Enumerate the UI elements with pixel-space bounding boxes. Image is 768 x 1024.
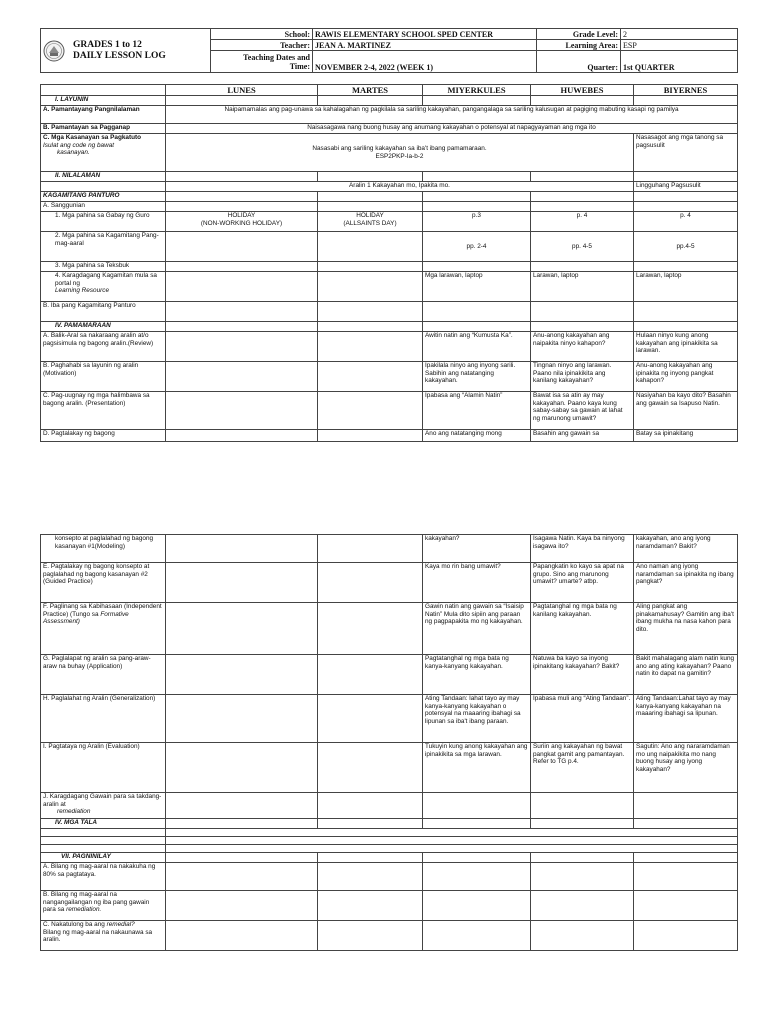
dates-value: NOVEMBER 2-4, 2022 (WEEK 1) xyxy=(313,51,537,73)
pagtataya-miyerkules: Tukuyin kung anong kakayahan ang ipinakikita sa mga larawan. xyxy=(423,743,531,793)
title-block xyxy=(41,29,211,73)
section-layunin: I. LAYUNIN xyxy=(41,96,166,106)
pagtalakay1-huwebes: Basahin ang gawain sa xyxy=(531,430,634,442)
karag-huwebes: Larawan, laptop xyxy=(531,272,634,302)
label-paghahabi: B. Paghahabi sa layunin ng aralin (Motivation) xyxy=(41,362,166,392)
label-nakatulong: C. Nakatulong ba ang remedial? Bilang ng mag-aaral na nakaunawa sa aralin. xyxy=(41,921,166,951)
balik-huwebes: Anu-anong kakayahan ang naipakita ninyo kahapon? xyxy=(531,332,634,362)
nilalaman-biyernes: Lingguhang Pagsusulit xyxy=(634,182,738,192)
label-paglinang: F. Paglinang sa Kabihasaan (Independent Practice) (Tungo sa Formative Assessment) xyxy=(41,603,166,655)
pag-uugnay-biyernes: Nasiyahan ba kayo dito? Basahin ang gawain sa Isapuso Natin. xyxy=(634,392,738,430)
paglinang-biyernes: Aling pangkat ang pinakamahusay? Gamitin ang iba't ibang mukha na nasa kahon para dito. xyxy=(634,603,738,655)
teacher-value: JEAN A. MARTINEZ xyxy=(313,40,537,51)
pagtataya-biyernes: Sagutin: Ano ang nararamdaman mo ung naipakikita mo nang buong husay ang iyong kakayahan? xyxy=(634,743,738,793)
label-teksbuk: 3. Mga pahina sa Teksbuk xyxy=(41,262,166,272)
label-karagdagang-kagamitan: 4. Karagdagang Kagamitan mula sa portal ng Learning Resource xyxy=(41,272,166,302)
gabay-miyerkules: p.3 xyxy=(423,212,531,232)
kag-miyerkules: pp. 2-4 xyxy=(423,232,531,262)
paglalapat-huwebes: Natuwa ba kayo sa inyong ipinakitang kakayahan? Bakit? xyxy=(531,655,634,695)
label-iba-pang-kagamitan: B. Iba pang Kagamitang Panturo xyxy=(41,302,166,322)
label-bilang-80: A. Bilang ng mag-aaral na nakakuha ng 80% sa pagtataya. xyxy=(41,863,166,891)
label-pamantayang-pangnilalaman: A. Pamantayang Pangnilalaman xyxy=(41,106,166,124)
gabay-huwebes: p. 4 xyxy=(531,212,634,232)
kasanayan-text: Nasasabi ang sariling kakayahan sa iba't ibang pamamaraan. ESP2PKP-Ia-b-2 xyxy=(166,134,634,172)
label-pagtalakay-2: E. Pagtalakay ng bagong konsepto at paglalahad ng bagong kasanayan #2 (Guided Practice) xyxy=(41,563,166,603)
label-sanggunian: A. Sanggunian xyxy=(41,202,166,212)
section-nilalaman: II. NILALAMAN xyxy=(41,172,166,182)
label-bilang-remediation: B. Bilang ng mag-aaral na nangangailangan ng iba pang gawain para sa remediation. xyxy=(41,891,166,921)
label-pagtalakay-1-cont: konsepto at paglalahad ng bagong kasanayan #1(Modeling) xyxy=(41,535,166,563)
quarter-value: 1st QUARTER xyxy=(621,51,738,73)
lesson-grid-part1 xyxy=(40,84,737,442)
pag-uugnay-miyerkules: Ipabasa ang “Alamin Natin” xyxy=(423,392,531,430)
label-paglalahat: H. Paglalahat ng Aralin (Generalization) xyxy=(41,695,166,743)
paglalahat-biyernes: Ating Tandaan:Lahat tayo ay may kanya-kanyang kakayahan na maaaring ibahagi sa lipunan. xyxy=(634,695,738,743)
label-balik-aral: A. Balik-Aral sa nakaraang aralin at/o pagsisimula ng bagong aralin.(Review) xyxy=(41,332,166,362)
balik-miyerkules: Awitin natin ang “Kumusta Ka”. xyxy=(423,332,531,362)
label-pag-uugnay: C. Pag-uugnay ng mga halimbawa sa bagong aralin. (Presentation) xyxy=(41,392,166,430)
kag-huwebes: pp. 4-5 xyxy=(531,232,634,262)
label-gabay-guro: 1. Mga pahina sa Gabay ng Guro xyxy=(41,212,166,232)
paglalahat-huwebes: Ipabasa muli ang “Ating Tandaan”. xyxy=(531,695,634,743)
nilalaman-text: Aralin 1 Kakayahan mo, Ipakita mo. xyxy=(166,182,634,192)
section-mga-tala: IV. MGA TALA xyxy=(41,819,166,829)
p2-pagtalakay1-biyernes: kakayahan, ano ang iyong naramdaman? Bakit? xyxy=(634,535,738,563)
p2-pagtalakay1-miyerkules: kakayahan? xyxy=(423,535,531,563)
section-pagninilay: VII. PAGNINILAY xyxy=(41,853,166,863)
section-kagamitang-panturo: KAGAMITANG PANTURO xyxy=(41,192,166,202)
paglinang-miyerkules: Gawin natin ang gawain sa “Isaisip Natin” Mula dito sipiin ang paraan ng pagpapakita mo ng kakayahan. xyxy=(423,603,531,655)
label-kasanayan: C. Mga Kasanayan sa Pagkatuto Isulat ang code ng bawat kasanayan. xyxy=(41,134,166,172)
grade-label: Grade Level: xyxy=(537,29,621,40)
p2-pagtalakay1-huwebes: Isagawa Natin. Kaya ba ninyong isagawa ito? xyxy=(531,535,634,563)
paglalapat-miyerkules: Pagtatanghal ng mga bata ng kanya-kanyang kakayahan. xyxy=(423,655,531,695)
gabay-biyernes: p. 4 xyxy=(634,212,738,232)
karag-miyerkules: Mga larawan, laptop xyxy=(423,272,531,302)
document-title: GRADES 1 to 12 DAILY LESSON LOG xyxy=(73,40,166,61)
pagtalakay2-miyerkules: Kaya mo rin bang umawit? xyxy=(423,563,531,603)
pamantayan-pagganap-text: Naisasagawa nang buong husay ang anumang kakayahan o potensyal at napagyayaman ang mga ito xyxy=(166,124,738,134)
lesson-grid-part2 xyxy=(40,534,737,951)
label-pagtalakay-1: D. Pagtalakay ng bagong xyxy=(41,430,166,442)
kasanayan-biyernes: Nasasagot ang mga tanong sa pagsusulit xyxy=(634,134,738,172)
day-header-lunes: LUNES xyxy=(166,85,318,96)
label-pagtataya: I. Pagtataya ng Aralin (Evaluation) xyxy=(41,743,166,793)
paglalapat-biyernes: Bakit mahalagang alam natin kung ano ang ating kakayahan? Paano natin ito dapat na gamitin? xyxy=(634,655,738,695)
paghahabi-miyerkules: Ipakilala ninyo ang inyong sarili. Sabihin ang natatanging kakayahan. xyxy=(423,362,531,392)
label-pamantayan-pagganap: B. Pamantayan sa Pagganap xyxy=(41,124,166,134)
school-label: School: xyxy=(211,29,313,40)
area-value: ESP xyxy=(621,40,738,51)
holiday-lunes: HOLIDAY (NON-WORKING HOLIDAY) xyxy=(166,212,318,232)
pagtalakay2-huwebes: Papangkatin ko kayo sa apat na grupo. Sino ang marunong umawit? umarte? atbp. xyxy=(531,563,634,603)
pag-uugnay-huwebes: Bawat isa sa atin ay may kakayahan. Paano kaya kung sabay-sabay sa gawain at lahat ng marunong umawit? xyxy=(531,392,634,430)
school-value: RAWIS ELEMENTARY SCHOOL SPED CENTER xyxy=(313,29,537,40)
lesson-log-header xyxy=(40,28,737,73)
day-header-miyerkules: MIYERKULES xyxy=(423,85,531,96)
paglinang-huwebes: Pagtatanghal ng mga bata ng kanilang kakayahan. xyxy=(531,603,634,655)
balik-biyernes: Hulaan ninyo kung anong kakayahan ang ipinakikita sa larawan. xyxy=(634,332,738,362)
paghahabi-huwebes: Tingnan ninyo ang larawan. Paano nila ipinakikita ang kanilang kakayahan? xyxy=(531,362,634,392)
pagtalakay1-miyerkules: Ano ang natatanging mong xyxy=(423,430,531,442)
section-pamamaraan: IV. PAMAMARAAN xyxy=(41,322,166,332)
grade-value: 2 xyxy=(621,29,738,40)
paglalahat-miyerkules: Ating Tandaan: lahat tayo ay may kanya-kanyang kakayahan o potensyal na maaaring ibahagi sa lipunan sa iba't ibang paraan. xyxy=(423,695,531,743)
area-label: Learning Area: xyxy=(537,40,621,51)
corner-cell xyxy=(41,85,166,96)
pagtalakay1-biyernes: Batay sa ipinakitang xyxy=(634,430,738,442)
day-header-martes: MARTES xyxy=(318,85,423,96)
day-header-biyernes: BIYERNES xyxy=(634,85,738,96)
pamantayang-pangnilalaman-text: Naipamamalas ang pag-unawa sa kahalagahan ng pagkilala sa sariling kakayahan, pangangalaga sa sariling kalusugan at pagiging mabuting kasapi ng pamilya xyxy=(166,106,738,124)
pagtalakay2-biyernes: Ano naman ang iyong naramdaman sa ipinakita ng ibang pangkat? xyxy=(634,563,738,603)
dates-label: Teaching Dates and Time: xyxy=(211,51,313,73)
label-paglalapat: G. Paglalapat ng aralin sa pang-araw-araw na buhay (Application) xyxy=(41,655,166,695)
teacher-label: Teacher: xyxy=(211,40,313,51)
kag-biyernes: pp.4-5 xyxy=(634,232,738,262)
day-header-huwebes: HUWEBES xyxy=(531,85,634,96)
paghahabi-biyernes: Anu-anong kakayahan ang ipinakita ng inyong pangkat kahapon? xyxy=(634,362,738,392)
pagtataya-huwebes: Suriin ang kakayahan ng bawat pangkat gamit ang pamantayan. Refer to TG p.4. xyxy=(531,743,634,793)
label-kagamitang-pang-mag-aaral: 2. Mga pahina sa Kagamitang Pang-mag-aaral xyxy=(41,232,166,262)
karag-biyernes: Larawan, laptop xyxy=(634,272,738,302)
deped-seal-icon xyxy=(43,40,65,62)
holiday-martes: HOLIDAY (ALLSAINTS DAY) xyxy=(318,212,423,232)
label-karagdagang-gawain: J. Karagdagang Gawain para sa takdang-aralin at remediation xyxy=(41,793,166,819)
quarter-label: Quarter: xyxy=(537,51,621,73)
